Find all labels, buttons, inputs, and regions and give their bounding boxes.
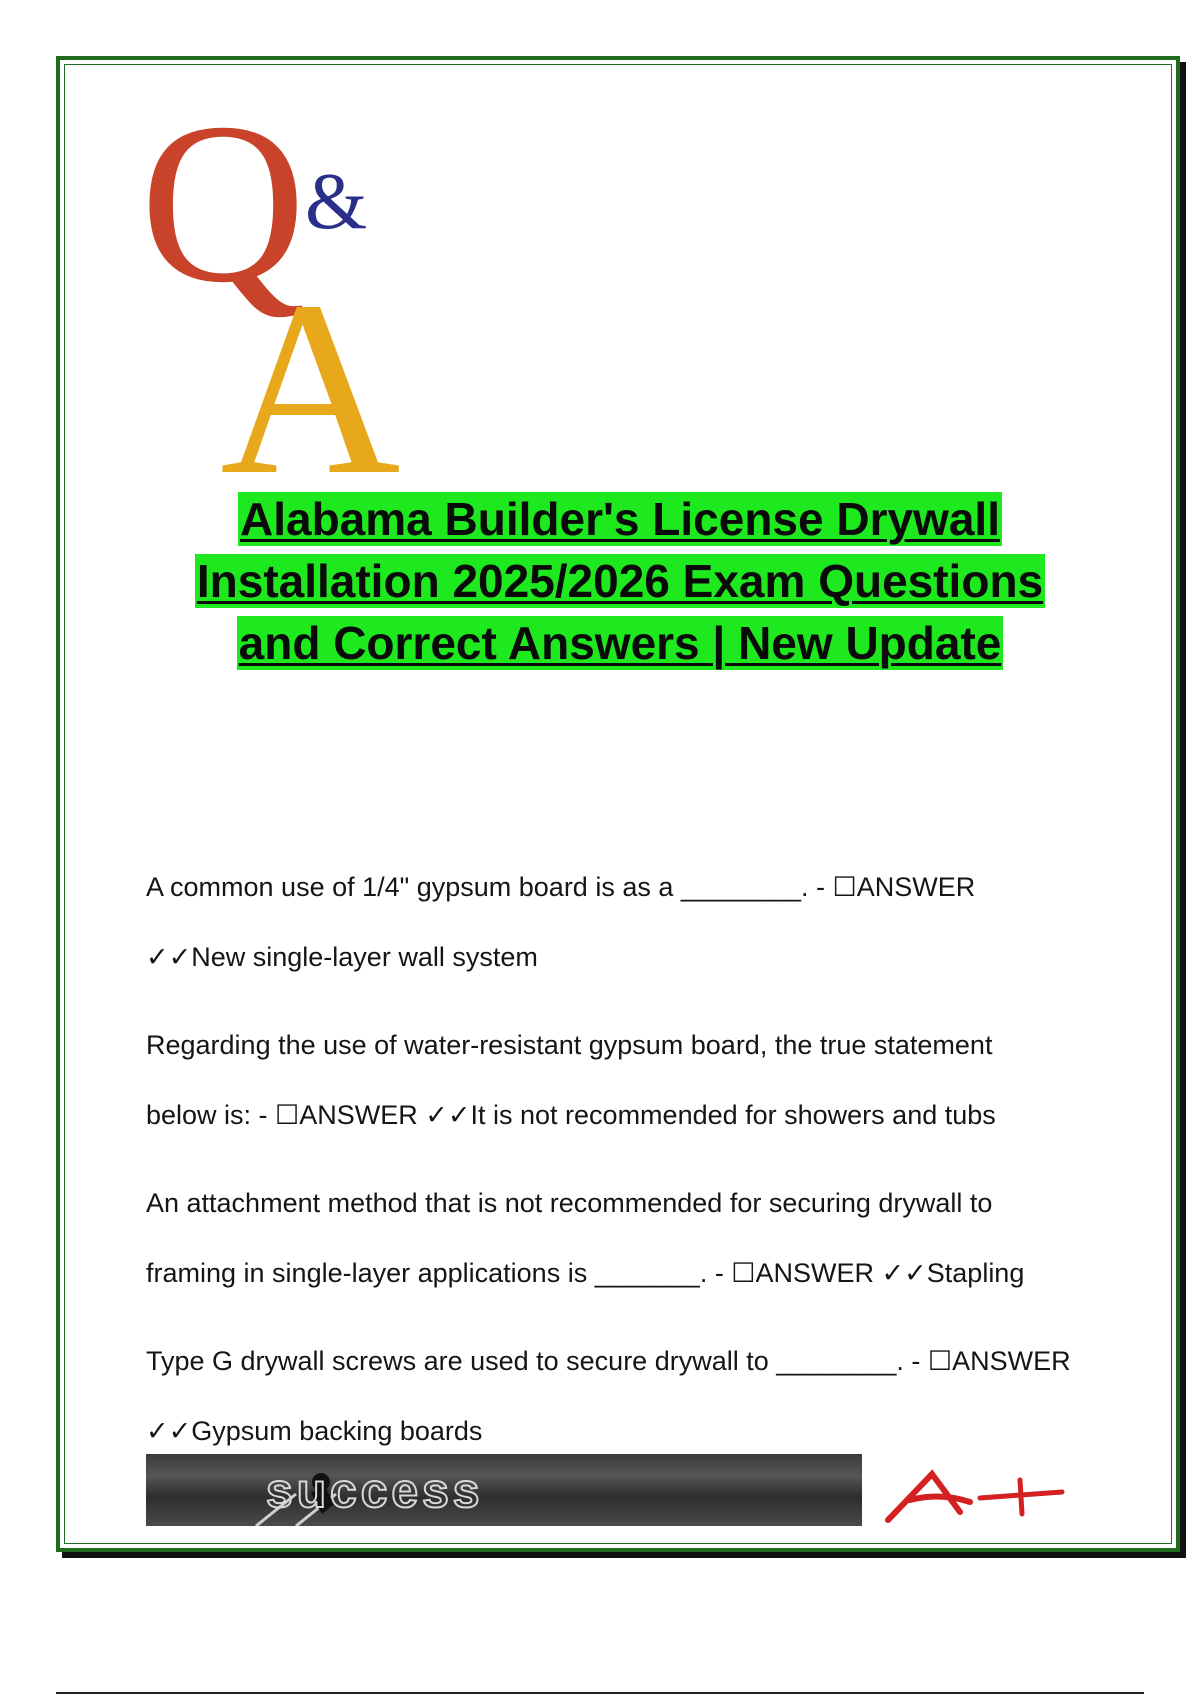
chalkboard-texture	[146, 1454, 862, 1526]
qa-question-line: Type G drywall screws are used to secure drywall to ________. - ☐ANSWER	[146, 1346, 1071, 1376]
qa-item	[146, 1010, 1106, 1150]
qa-item	[146, 852, 1106, 992]
bottom-divider	[56, 1692, 1144, 1694]
qa-item	[146, 1168, 1106, 1308]
grade-text: A+	[880, 1462, 882, 1463]
qa-answer-line: framing in single-layer applications is _______. - ☐ANSWER ✓✓Stapling	[146, 1258, 1025, 1288]
logo-q-letter: Q	[140, 80, 307, 330]
qa-question-line: An attachment method that is not recommended for securing drywall to	[146, 1188, 993, 1218]
qa-item	[146, 1326, 1106, 1466]
qa-answer-line: ✓✓Gypsum backing boards	[146, 1416, 483, 1446]
logo-a-letter: A	[220, 250, 401, 480]
qa-answer-line: below is: - ☐ANSWER ✓✓It is not recommended for showers and tubs	[146, 1100, 996, 1130]
logo-ampersand: &	[305, 158, 368, 246]
qa-answer-line: ✓✓New single-layer wall system	[146, 942, 538, 972]
qa-question-line: A common use of 1/4" gypsum board is as a ________. - ☐ANSWER	[146, 872, 976, 902]
qa-question-line: Regarding the use of water-resistant gypsum board, the true statement	[146, 1030, 993, 1060]
success-banner-image	[146, 1454, 862, 1526]
qa-list	[146, 852, 1106, 1484]
banner-text: success	[266, 1465, 484, 1518]
title-line-2: Installation 2025/2026 Exam Questions	[196, 555, 1044, 607]
document-title	[0, 488, 1200, 674]
a-plus-logo	[880, 1462, 1070, 1530]
qa-logo	[140, 80, 440, 480]
title-line-1: Alabama Builder's License Drywall	[239, 493, 1000, 545]
title-line-3: and Correct Answers | New Update	[238, 617, 1002, 669]
